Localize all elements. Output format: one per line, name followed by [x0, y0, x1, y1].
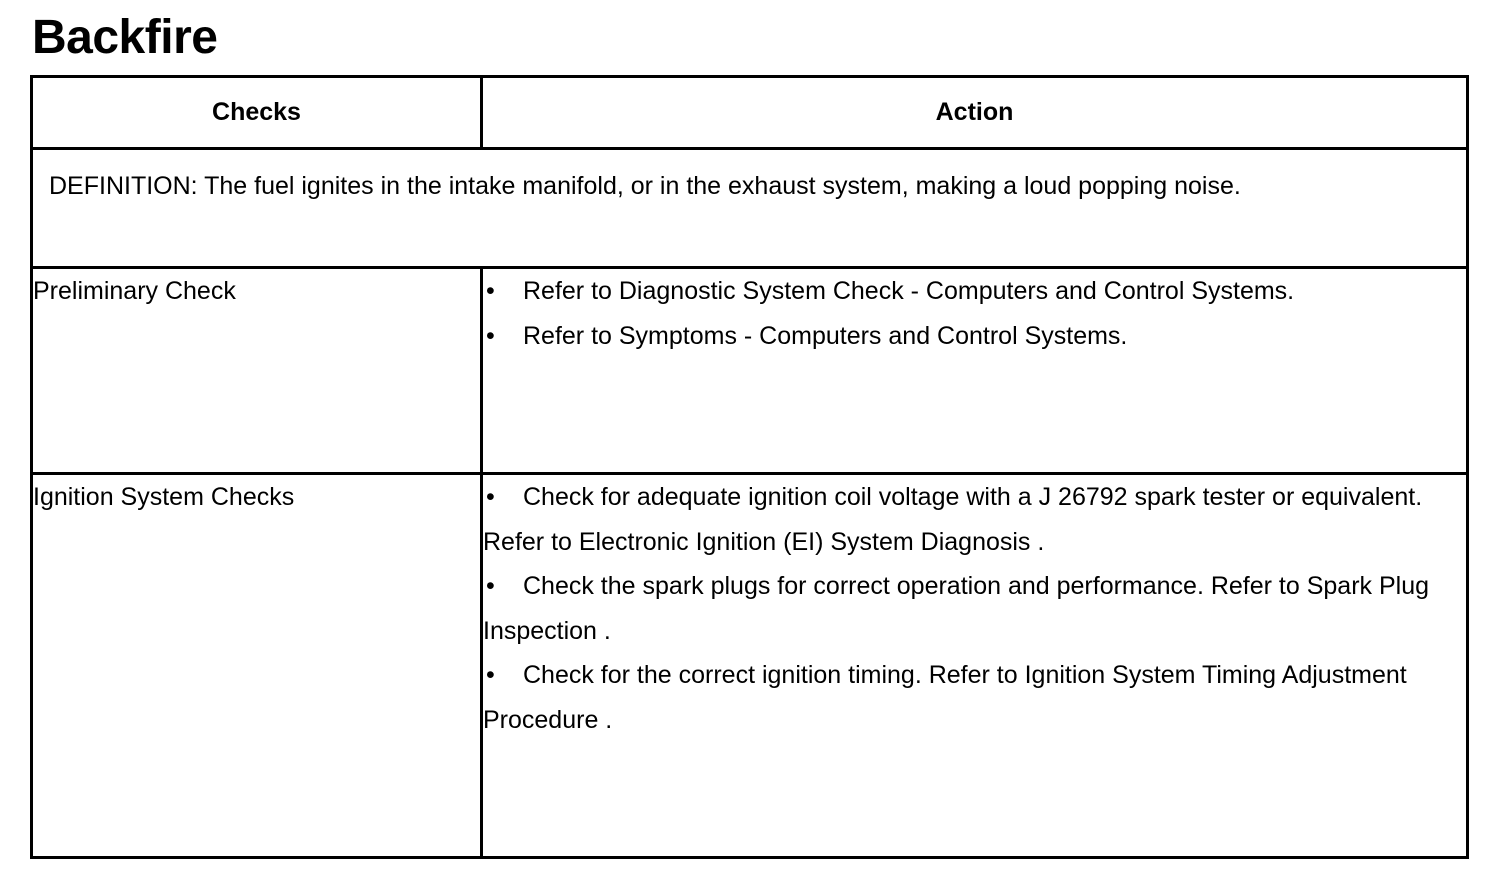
action-column-header: Action: [482, 77, 1468, 149]
diagnosis-table: [30, 75, 1469, 859]
action-item-text: Check for adequate ignition coil voltage with a J 26792 spark tester or equivalent. Refer to Electronic Ignition (EI) System Diagnosis .: [483, 483, 1423, 556]
bullet-icon: •: [486, 572, 495, 600]
checks-column-header: Checks: [32, 77, 482, 149]
definition-row: [32, 149, 1468, 268]
check-cell: Preliminary Check: [32, 268, 482, 474]
action-cell: [482, 474, 1468, 858]
action-item: [483, 475, 1466, 564]
bullet-icon: •: [486, 483, 495, 511]
action-item: [483, 564, 1466, 653]
definition-text: DEFINITION: The fuel ignites in the intake manifold, or in the exhaust system, making a loud popping noise.: [32, 149, 1468, 268]
action-item-text: Refer to Diagnostic System Check - Computers and Control Systems.: [523, 277, 1295, 305]
table-row: [32, 474, 1468, 858]
action-item: [483, 269, 1466, 314]
action-item-text: Refer to Symptoms - Computers and Control Systems.: [523, 321, 1128, 350]
action-item-text: Check the spark plugs for correct operation and performance. Refer to Spark Plug Inspection .: [483, 572, 1430, 645]
bullet-icon: •: [486, 321, 495, 350]
action-item: [483, 653, 1466, 742]
action-item-text: Check for the correct ignition timing. Refer to Ignition System Timing Adjustment Procedure .: [483, 661, 1407, 734]
bullet-icon: •: [486, 277, 495, 305]
bullet-icon: •: [486, 661, 495, 689]
table-row: [32, 268, 1468, 474]
page-title: Backfire: [32, 11, 218, 64]
action-cell: [482, 268, 1468, 474]
action-item: [483, 314, 1466, 359]
check-cell: Ignition System Checks: [32, 474, 482, 858]
table-header-row: [32, 77, 1468, 149]
